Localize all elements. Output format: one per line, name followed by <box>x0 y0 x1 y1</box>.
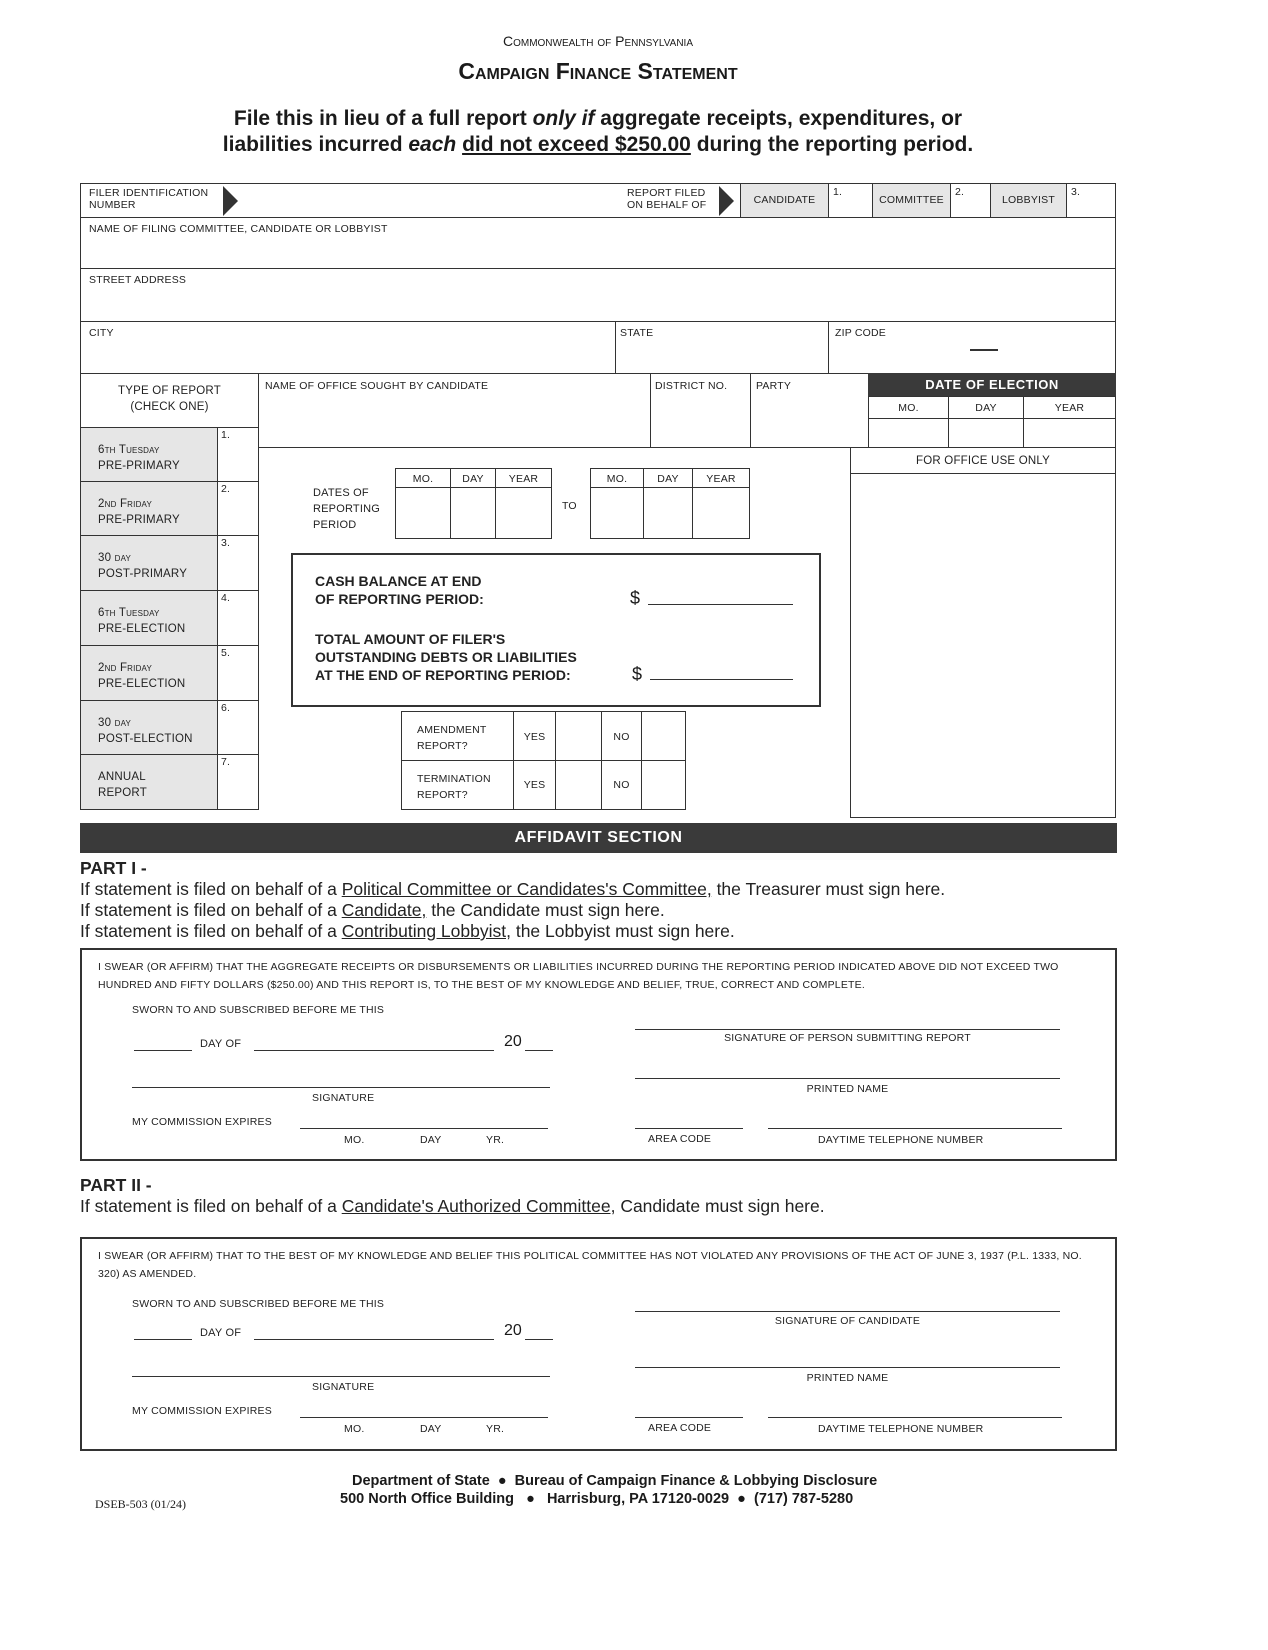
printed-name-label: PRINTED NAME <box>806 1372 889 1384</box>
day-input[interactable] <box>134 1339 192 1340</box>
period-line: REPORTING <box>313 503 380 515</box>
to-day-input[interactable] <box>643 487 693 539</box>
dollar-sign: $ <box>630 588 641 608</box>
yr-label: YR. <box>486 1134 505 1146</box>
report-type-line-2: PRE-ELECTION <box>98 678 186 690</box>
amend-line: AMENDMENT <box>417 724 487 736</box>
amendment-yes-checkbox[interactable] <box>555 711 602 761</box>
oath-text: I SWEAR (OR AFFIRM) THAT TO THE BEST OF MY KNOWLEDGE AND BELIEF THIS POLITICAL COMMITTEE HAS NOT VIOLATED ANY PROVISIONS OF THE ACT OF JUNE 3, 1937 (P.L. 1333, NO. 320) AS AMENDED. <box>98 1250 1082 1280</box>
commission-label: MY COMMISSION EXPIRES <box>132 1405 272 1417</box>
from-mo-label: MO. <box>395 468 451 488</box>
affidavit-section-header: AFFIDAVIT SECTION <box>80 823 1117 853</box>
notice-text: during the reporting period. <box>690 133 974 156</box>
report-type-label-cell <box>80 754 218 810</box>
amendment-yes-label: YES <box>513 711 556 761</box>
to-mo-input[interactable] <box>590 487 644 539</box>
report-type-label-cell <box>80 645 218 701</box>
signature-label: SIGNATURE <box>312 1381 375 1393</box>
to-label: TO <box>562 500 577 512</box>
report-type-label-cell <box>80 700 218 755</box>
period-line: DATES OF <box>313 487 369 499</box>
debts-input[interactable] <box>650 679 793 680</box>
sworn-label: SWORN TO AND SUBSCRIBED BEFORE ME THIS <box>132 1298 385 1310</box>
party-label: PARTY <box>756 380 792 392</box>
election-mo-input[interactable] <box>868 418 949 448</box>
text: the Lobbyist must sign here. <box>510 921 735 941</box>
report-type-line-1: 30 day <box>98 716 132 729</box>
printed-name-label: PRINTED NAME <box>806 1083 889 1095</box>
arrow-right-icon <box>223 186 238 216</box>
termination-no-label: NO <box>601 760 642 810</box>
part-2-heading: PART II - <box>80 1175 152 1195</box>
text: If statement is filed on behalf of a <box>80 879 342 899</box>
building: 500 North Office Building <box>340 1491 515 1507</box>
filer-name-label: NAME OF FILING COMMITTEE, CANDIDATE OR LOBBYIST <box>89 223 388 235</box>
debts-label <box>315 630 577 684</box>
amendment-no-checkbox[interactable] <box>641 711 686 761</box>
notice-text: liabilities incurred <box>222 133 409 156</box>
termination-label <box>401 760 514 810</box>
month-input[interactable] <box>254 1050 494 1051</box>
underlined-text: Candidate, <box>341 900 427 920</box>
state-label: STATE <box>620 327 654 339</box>
notice-emphasis: each <box>408 133 457 156</box>
report-type-checkbox[interactable]: 1. <box>217 427 259 482</box>
notice-line-2 <box>0 133 1196 157</box>
day-of-label: DAY OF <box>200 1038 242 1050</box>
department: Department of State <box>352 1473 490 1489</box>
termination-no-checkbox[interactable] <box>641 760 686 810</box>
to-mo-label: MO. <box>590 468 644 488</box>
year-input[interactable] <box>525 1339 553 1340</box>
candidate-checkbox[interactable]: 1. <box>828 183 873 218</box>
signature-input[interactable] <box>635 1311 1060 1312</box>
report-type-label-cell <box>80 481 218 536</box>
report-type-checkbox[interactable]: 4. <box>217 590 259 646</box>
day-label: DAY <box>420 1134 442 1146</box>
report-type-line-2: POST-ELECTION <box>98 732 193 745</box>
bureau: Bureau of Campaign Finance & Lobbying Disclosure <box>514 1473 878 1489</box>
part-2-affidavit-box <box>80 1237 1117 1451</box>
debt-line: TOTAL AMOUNT OF FILER'S <box>315 631 506 647</box>
printed-name-input[interactable] <box>635 1078 1060 1079</box>
text: the Treasurer must sign here. <box>711 879 946 899</box>
to-day-label: DAY <box>643 468 693 488</box>
cash-line: OF REPORTING PERIOD: <box>315 591 484 607</box>
report-type-line-2: PRE-PRIMARY <box>98 513 180 526</box>
city-field[interactable] <box>80 321 616 374</box>
street-address-field[interactable] <box>80 268 1116 322</box>
city-zip: Harrisburg, PA 17120-0029 <box>546 1491 730 1507</box>
amendment-no-label: NO <box>601 711 642 761</box>
lobbyist-checkbox[interactable]: 3. <box>1066 183 1116 218</box>
period-line: PERIOD <box>313 519 357 531</box>
cash-balance-input[interactable] <box>648 604 793 605</box>
election-day-input[interactable] <box>948 418 1024 448</box>
debt-line: AT THE END OF REPORTING PERIOD: <box>315 667 571 683</box>
notary-signature-input[interactable] <box>132 1087 550 1088</box>
report-type-checkbox[interactable]: 7. <box>217 754 259 810</box>
election-year-label: YEAR <box>1023 396 1116 419</box>
report-type-checkbox[interactable]: 3. <box>217 535 259 591</box>
part-1-line-2 <box>80 900 665 921</box>
report-type-line-1: 2nd Friday <box>98 662 153 674</box>
area-code-input[interactable] <box>635 1128 743 1129</box>
report-type-line-1: ANNUAL <box>98 771 146 783</box>
lobbyist-option-label: LOBBYIST <box>990 183 1067 218</box>
part-1-heading: PART I - <box>80 858 147 878</box>
from-mo-input[interactable] <box>395 487 451 539</box>
signature-caption: SIGNATURE OF CANDIDATE <box>774 1315 921 1327</box>
cash-balance-label <box>315 572 484 608</box>
election-mo-label: MO. <box>868 396 949 419</box>
oath-text: I SWEAR (OR AFFIRM) THAT THE AGGREGATE RECEIPTS OR DISBURSEMENTS OR LIABILITIES INCURRED DURING THE REPORTING PERIOD INDICATED ABOVE DID NOT EXCEED TWO HUNDRED AND FIFTY DOLLARS ($250.00) AND THIS REPORT IS, TO THE BEST OF MY KNOWLEDGE AND BELIEF, TRUE, CORRECT AND COMPLETE. <box>98 961 1059 991</box>
area-code-input[interactable] <box>635 1417 743 1418</box>
type-of-report-label: TYPE OF REPORT <box>118 385 221 397</box>
report-type-checkbox[interactable]: 6. <box>217 700 259 755</box>
year-prefix: 20 <box>504 1322 522 1339</box>
report-type-checkbox[interactable]: 2. <box>217 481 259 536</box>
office-use-area <box>850 473 1116 818</box>
commonwealth-heading: Commonwealth of Pennsylvania <box>502 33 694 49</box>
telephone-label: DAYTIME TELEPHONE NUMBER <box>818 1423 984 1435</box>
form-number: DSEB-503 (01/24) <box>95 1497 186 1511</box>
report-type-line-1: 30 day <box>98 552 132 564</box>
mo-label: MO. <box>344 1423 365 1435</box>
debt-line: OUTSTANDING DEBTS OR LIABILITIES <box>315 649 577 665</box>
underlined-text: Candidate's Authorized Committee, <box>341 1196 616 1216</box>
year-input[interactable] <box>525 1050 553 1051</box>
amendment-label <box>401 711 514 761</box>
underlined-text: Political Committee or Candidates's Committee, <box>341 879 712 899</box>
termination-yes-checkbox[interactable] <box>555 760 602 810</box>
commission-date-input[interactable] <box>300 1128 548 1129</box>
office-use-header: FOR OFFICE USE ONLY <box>850 447 1116 474</box>
report-type-label-cell <box>80 535 218 591</box>
year-prefix: 20 <box>504 1033 522 1050</box>
telephone-input[interactable] <box>768 1417 1062 1418</box>
notice-emphasis: only if <box>532 107 595 130</box>
text: If statement is filed on behalf of a <box>80 900 342 920</box>
report-type-line-1: 6th Tuesday <box>98 607 160 619</box>
text: Candidate must sign here. <box>615 1196 825 1216</box>
district-label: DISTRICT NO. <box>655 380 728 392</box>
city-label: CITY <box>89 327 114 339</box>
report-type-line-2: REPORT <box>98 787 147 799</box>
zip-dash <box>970 349 998 351</box>
notice-threshold: did not exceed $250.00 <box>462 133 691 156</box>
to-year-label: YEAR <box>692 468 750 488</box>
text: the Candidate must sign here. <box>426 900 665 920</box>
signature-label: SIGNATURE <box>312 1092 375 1104</box>
street-address-label: STREET ADDRESS <box>89 274 187 286</box>
report-type-checkbox[interactable]: 5. <box>217 645 259 701</box>
amend-line: REPORT? <box>417 740 468 752</box>
cash-line: CASH BALANCE AT END <box>315 573 482 589</box>
notary-signature-input[interactable] <box>132 1376 550 1377</box>
election-year-input[interactable] <box>1023 418 1116 448</box>
office-sought-label: NAME OF OFFICE SOUGHT BY CANDIDATE <box>265 380 489 392</box>
mo-label: MO. <box>344 1134 365 1146</box>
from-year-label: YEAR <box>495 468 552 488</box>
date-of-election-header: DATE OF ELECTION <box>868 373 1116 396</box>
term-line: TERMINATION <box>417 773 491 785</box>
signature-input[interactable] <box>635 1029 1060 1030</box>
election-day-label: DAY <box>948 396 1024 419</box>
form-title: Campaign Finance Statement <box>458 58 738 84</box>
report-type-line-1: 2nd Friday <box>98 497 153 510</box>
notice-line-1 <box>0 107 1196 131</box>
footer-line-1: Department of State ● Bureau of Campaign Finance & Lobbying Disclosure <box>352 1473 878 1489</box>
report-type-label-cell <box>80 427 218 482</box>
telephone-input[interactable] <box>768 1128 1062 1129</box>
behalf-label: REPORT FILED ON BEHALF OF <box>627 187 707 211</box>
signature-caption: SIGNATURE OF PERSON SUBMITTING REPORT <box>724 1032 971 1044</box>
underlined-text: Contributing Lobbyist, <box>341 921 511 941</box>
part-1-line-3 <box>80 921 735 942</box>
telephone-label: DAYTIME TELEPHONE NUMBER <box>818 1134 984 1146</box>
dollar-sign: $ <box>632 664 643 684</box>
text: If statement is filed on behalf of a <box>80 921 342 941</box>
commission-date-input[interactable] <box>300 1417 548 1418</box>
sworn-label: SWORN TO AND SUBSCRIBED BEFORE ME THIS <box>132 1004 385 1016</box>
commission-label: MY COMMISSION EXPIRES <box>132 1116 272 1128</box>
filer-id-label: FILER IDENTIFICATION NUMBER <box>89 187 209 211</box>
committee-option-label: COMMITTEE <box>872 183 951 218</box>
from-day-input[interactable] <box>450 487 496 539</box>
report-type-label-cell <box>80 590 218 646</box>
reporting-period-label <box>313 485 380 533</box>
month-input[interactable] <box>254 1339 494 1340</box>
report-type-line-2: PRE-PRIMARY <box>98 459 180 472</box>
check-one-label: (CHECK ONE) <box>130 401 209 413</box>
candidate-option-label: CANDIDATE <box>740 183 829 218</box>
yr-label: YR. <box>486 1423 505 1435</box>
term-line: REPORT? <box>417 789 468 801</box>
area-code-label: AREA CODE <box>648 1133 712 1145</box>
area-code-label: AREA CODE <box>648 1422 712 1434</box>
day-label: DAY <box>420 1423 442 1435</box>
notice-text: aggregate receipts, expenditures, or <box>594 107 963 130</box>
part-2-line <box>80 1196 825 1217</box>
from-year-input[interactable] <box>495 487 552 539</box>
to-year-input[interactable] <box>692 487 750 539</box>
report-type-line-1: 6th Tuesday <box>98 443 160 456</box>
printed-name-input[interactable] <box>635 1367 1060 1368</box>
phone-number: (717) 787-5280 <box>753 1491 854 1507</box>
notice-text: File this in lieu of a full report <box>233 107 533 130</box>
text: If statement is filed on behalf of a <box>80 1196 342 1216</box>
arrow-right-icon <box>719 186 734 216</box>
part-1-line-1 <box>80 879 945 900</box>
from-day-label: DAY <box>450 468 496 488</box>
day-of-label: DAY OF <box>200 1327 242 1339</box>
report-type-line-2: POST-PRIMARY <box>98 568 188 580</box>
termination-yes-label: YES <box>513 760 556 810</box>
day-input[interactable] <box>134 1050 192 1051</box>
footer-line-2: 500 North Office Building ● Harrisburg, PA 17120-0029 ● (717) 787-5280 <box>340 1491 854 1507</box>
zip-code-label: ZIP CODE <box>835 327 886 339</box>
committee-checkbox[interactable]: 2. <box>950 183 991 218</box>
part-1-affidavit-box <box>80 948 1117 1161</box>
report-type-line-2: PRE-ELECTION <box>98 623 186 635</box>
